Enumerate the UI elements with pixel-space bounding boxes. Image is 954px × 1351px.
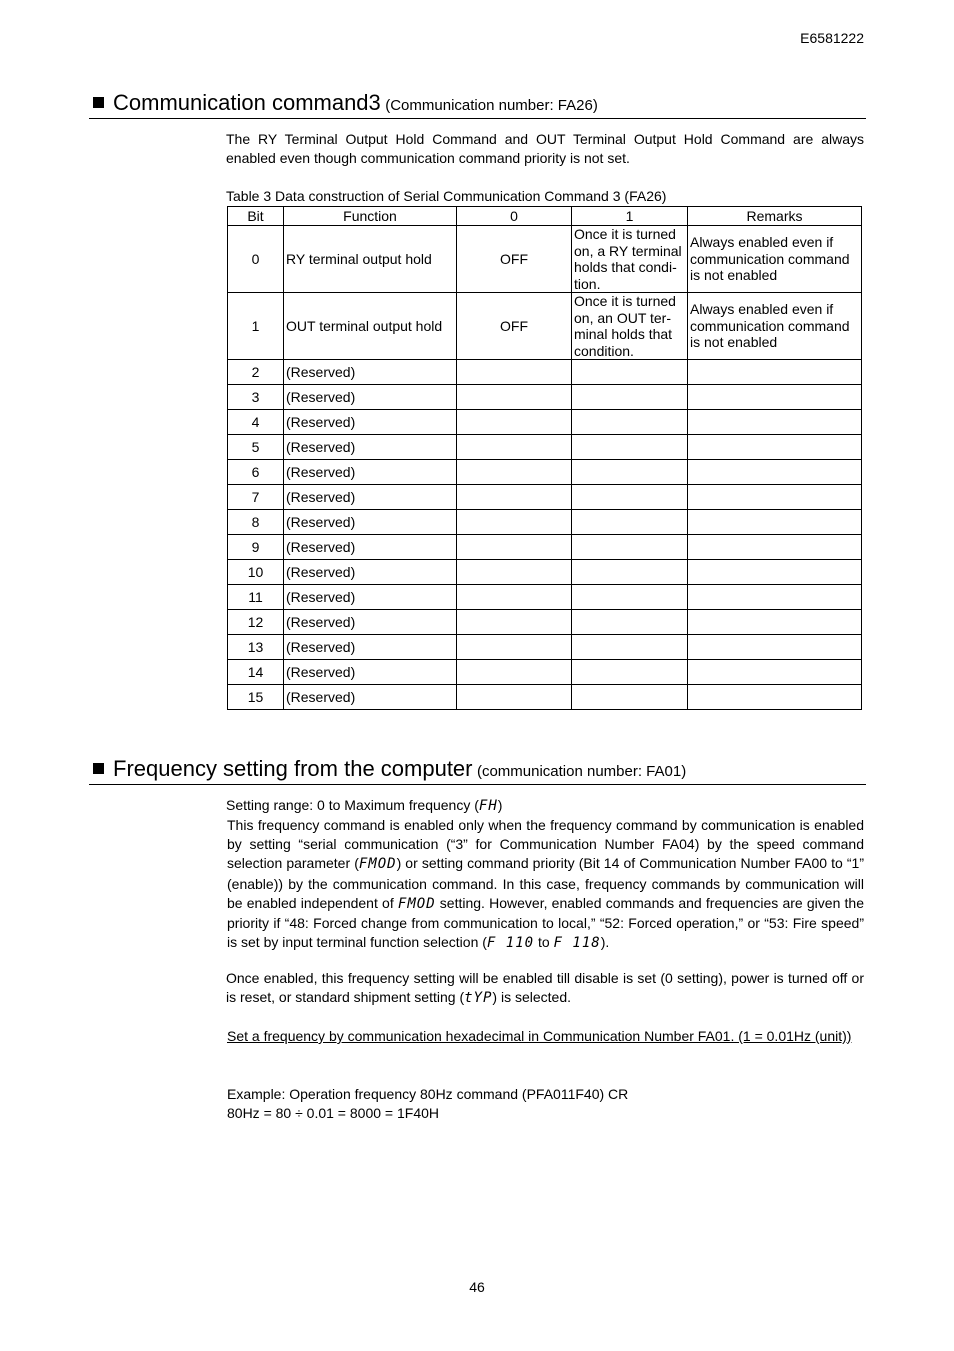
function-cell: (Reserved) [284,510,457,535]
table-row [228,226,862,293]
remarks-cell [688,360,862,385]
paragraph-text: ) or setting command priority (Bit 14 of Communication Number FA00 to “1” (enable)) by the communication command. In this case, frequency commands by communication will be enabled independent of [227,855,864,911]
table-row [228,485,862,510]
table-header-row [228,207,862,226]
value1-cell [572,485,688,510]
param-typ: tYP [464,990,493,1007]
function-cell: (Reserved) [284,460,457,485]
range-text-end: ) [497,797,503,813]
function-cell: (Reserved) [284,685,457,710]
bit-cell: 0 [228,226,284,293]
value0-cell [457,510,572,535]
function-cell: (Reserved) [284,585,457,610]
table-row [228,560,862,585]
table-row [228,435,862,460]
paragraph-text: setting. However, enabled commands and frequencies are given the priority if “48: Forced change from communication to local,” “52: Forced operation,” or “53: Fire speed” is set by input terminal function selection ( [227,894,864,951]
value0-cell [457,385,572,410]
bit-cell: 6 [228,460,284,485]
remarks-cell [688,610,862,635]
table-row [228,410,862,435]
paragraph-text: Once enabled, this frequency setting will be enabled till disable is set (0 setting), power is turned off or is reset, or standard shipment setting ( [226,970,864,1006]
page-number: 46 [469,1279,485,1295]
bit-cell: 5 [228,435,284,460]
bullet-square-icon [93,97,104,108]
table-row [228,385,862,410]
value1-cell [572,460,688,485]
function-cell: (Reserved) [284,660,457,685]
example-line-2: 80Hz = 80 ÷ 0.01 = 8000 = 1F40H [227,1105,439,1122]
value1-cell [572,510,688,535]
paragraph-text: ). [600,934,610,951]
remarks-cell [688,560,862,585]
function-cell: (Reserved) [284,485,457,510]
document-id: E6581222 [800,30,864,46]
value0-cell [457,535,572,560]
bit-cell: 9 [228,535,284,560]
remarks-cell [688,685,862,710]
section-title: Communication command3 [113,90,381,115]
table-row [228,293,862,360]
value0-cell [457,685,572,710]
value0-cell [457,610,572,635]
intro-paragraph: The RY Terminal Output Hold Command and OUT Terminal Output Hold Command are always enabled even though communication command priority is not set. [226,131,864,167]
value0-cell [457,360,572,385]
bit-cell: 13 [228,635,284,660]
table-row [228,510,862,535]
hex-instruction: Set a frequency by communication hexadecimal in Communication Number FA01. (1 = 0.01Hz (unit)) [227,1028,852,1044]
value1-cell [572,610,688,635]
value1-cell [572,660,688,685]
table-row [228,685,862,710]
paragraph-text: This frequency command is enabled only when the frequency command by communication is enabled by setting “serial communication (“3” for Communication Number FA04) by the speed command selection parameter ( [227,817,864,872]
table-row [228,535,862,560]
bullet-square-icon [93,763,104,774]
remarks-cell [688,660,862,685]
param-f118: F 118 [553,935,601,952]
frequency-paragraph [227,816,864,953]
col-header-bit: Bit [228,207,284,226]
table-row [228,610,862,635]
data-construction-table [227,206,862,710]
table-row [228,360,862,385]
bit-cell: 12 [228,610,284,635]
remarks-cell [688,460,862,485]
function-cell: OUT terminal output hold [284,293,457,360]
function-cell: (Reserved) [284,560,457,585]
value1-cell [572,435,688,460]
bit-cell: 7 [228,485,284,510]
value1-cell [572,635,688,660]
table-row [228,635,862,660]
bit-cell: 14 [228,660,284,685]
remarks-cell [688,510,862,535]
value0-cell [457,460,572,485]
section-heading-command3 [89,90,866,119]
remarks-cell [688,485,862,510]
value0-cell [457,485,572,510]
bit-cell: 8 [228,510,284,535]
value0-cell: OFF [457,293,572,360]
paragraph-text: to [534,934,554,951]
remarks-cell [688,585,862,610]
table-row [228,660,862,685]
value1-cell [572,685,688,710]
col-header-1: 1 [572,207,688,226]
section-subtitle: (Communication number: FA26) [385,97,598,114]
setting-range [226,796,864,816]
value0-cell [457,660,572,685]
table-caption: Table 3 Data construction of Serial Communication Command 3 (FA26) [226,188,667,204]
col-header-function: Function [284,207,457,226]
value1-cell [572,585,688,610]
section-subtitle: (communication number: FA01) [476,763,687,780]
function-cell: (Reserved) [284,360,457,385]
function-cell: (Reserved) [284,610,457,635]
section-heading-frequency [89,756,866,785]
value1-cell: Once it is turned on, an OUT ter-minal holds that condition. [572,293,688,360]
value0-cell [457,585,572,610]
example-line-1: Example: Operation frequency 80Hz command (PFA011F40) CR [227,1086,629,1102]
value1-cell [572,535,688,560]
value1-cell [572,385,688,410]
bit-cell: 1 [228,293,284,360]
param-f110: F 110 [486,935,535,952]
bit-cell: 11 [228,585,284,610]
function-cell: (Reserved) [284,635,457,660]
table-row [228,460,862,485]
remarks-cell [688,385,862,410]
param-fmod: FMOD [358,856,397,873]
value0-cell [457,560,572,585]
function-cell: RY terminal output hold [284,226,457,293]
value0-cell [457,410,572,435]
value1-cell: Once it is turned on, a RY terminal holds that condi-tion. [572,226,688,293]
remarks-cell [688,635,862,660]
col-header-0: 0 [457,207,572,226]
value1-cell [572,360,688,385]
col-header-remarks: Remarks [688,207,862,226]
remarks-cell [688,535,862,560]
bit-cell: 15 [228,685,284,710]
bit-cell: 4 [228,410,284,435]
bit-cell: 2 [228,360,284,385]
value1-cell [572,410,688,435]
paragraph-text: ) is selected. [492,989,571,1006]
value0-cell [457,435,572,460]
bit-cell: 3 [228,385,284,410]
value0-cell: OFF [457,226,572,293]
enabled-paragraph [226,969,864,1008]
param-fmod: FMOD [397,895,436,912]
value1-cell [572,560,688,585]
function-cell: (Reserved) [284,410,457,435]
value0-cell [457,635,572,660]
remarks-cell: Always enabled even if communication command is not enabled [688,226,862,293]
function-cell: (Reserved) [284,385,457,410]
remarks-cell: Always enabled even if communication command is not enabled [688,293,862,360]
table-row [228,585,862,610]
remarks-cell [688,435,862,460]
function-cell: (Reserved) [284,535,457,560]
function-cell: (Reserved) [284,435,457,460]
bit-cell: 10 [228,560,284,585]
section-title: Frequency setting from the computer [113,756,473,781]
param-fh: FH [478,798,498,814]
example-block [227,1085,865,1123]
range-text: Setting range: 0 to Maximum frequency ( [226,797,479,813]
remarks-cell [688,410,862,435]
